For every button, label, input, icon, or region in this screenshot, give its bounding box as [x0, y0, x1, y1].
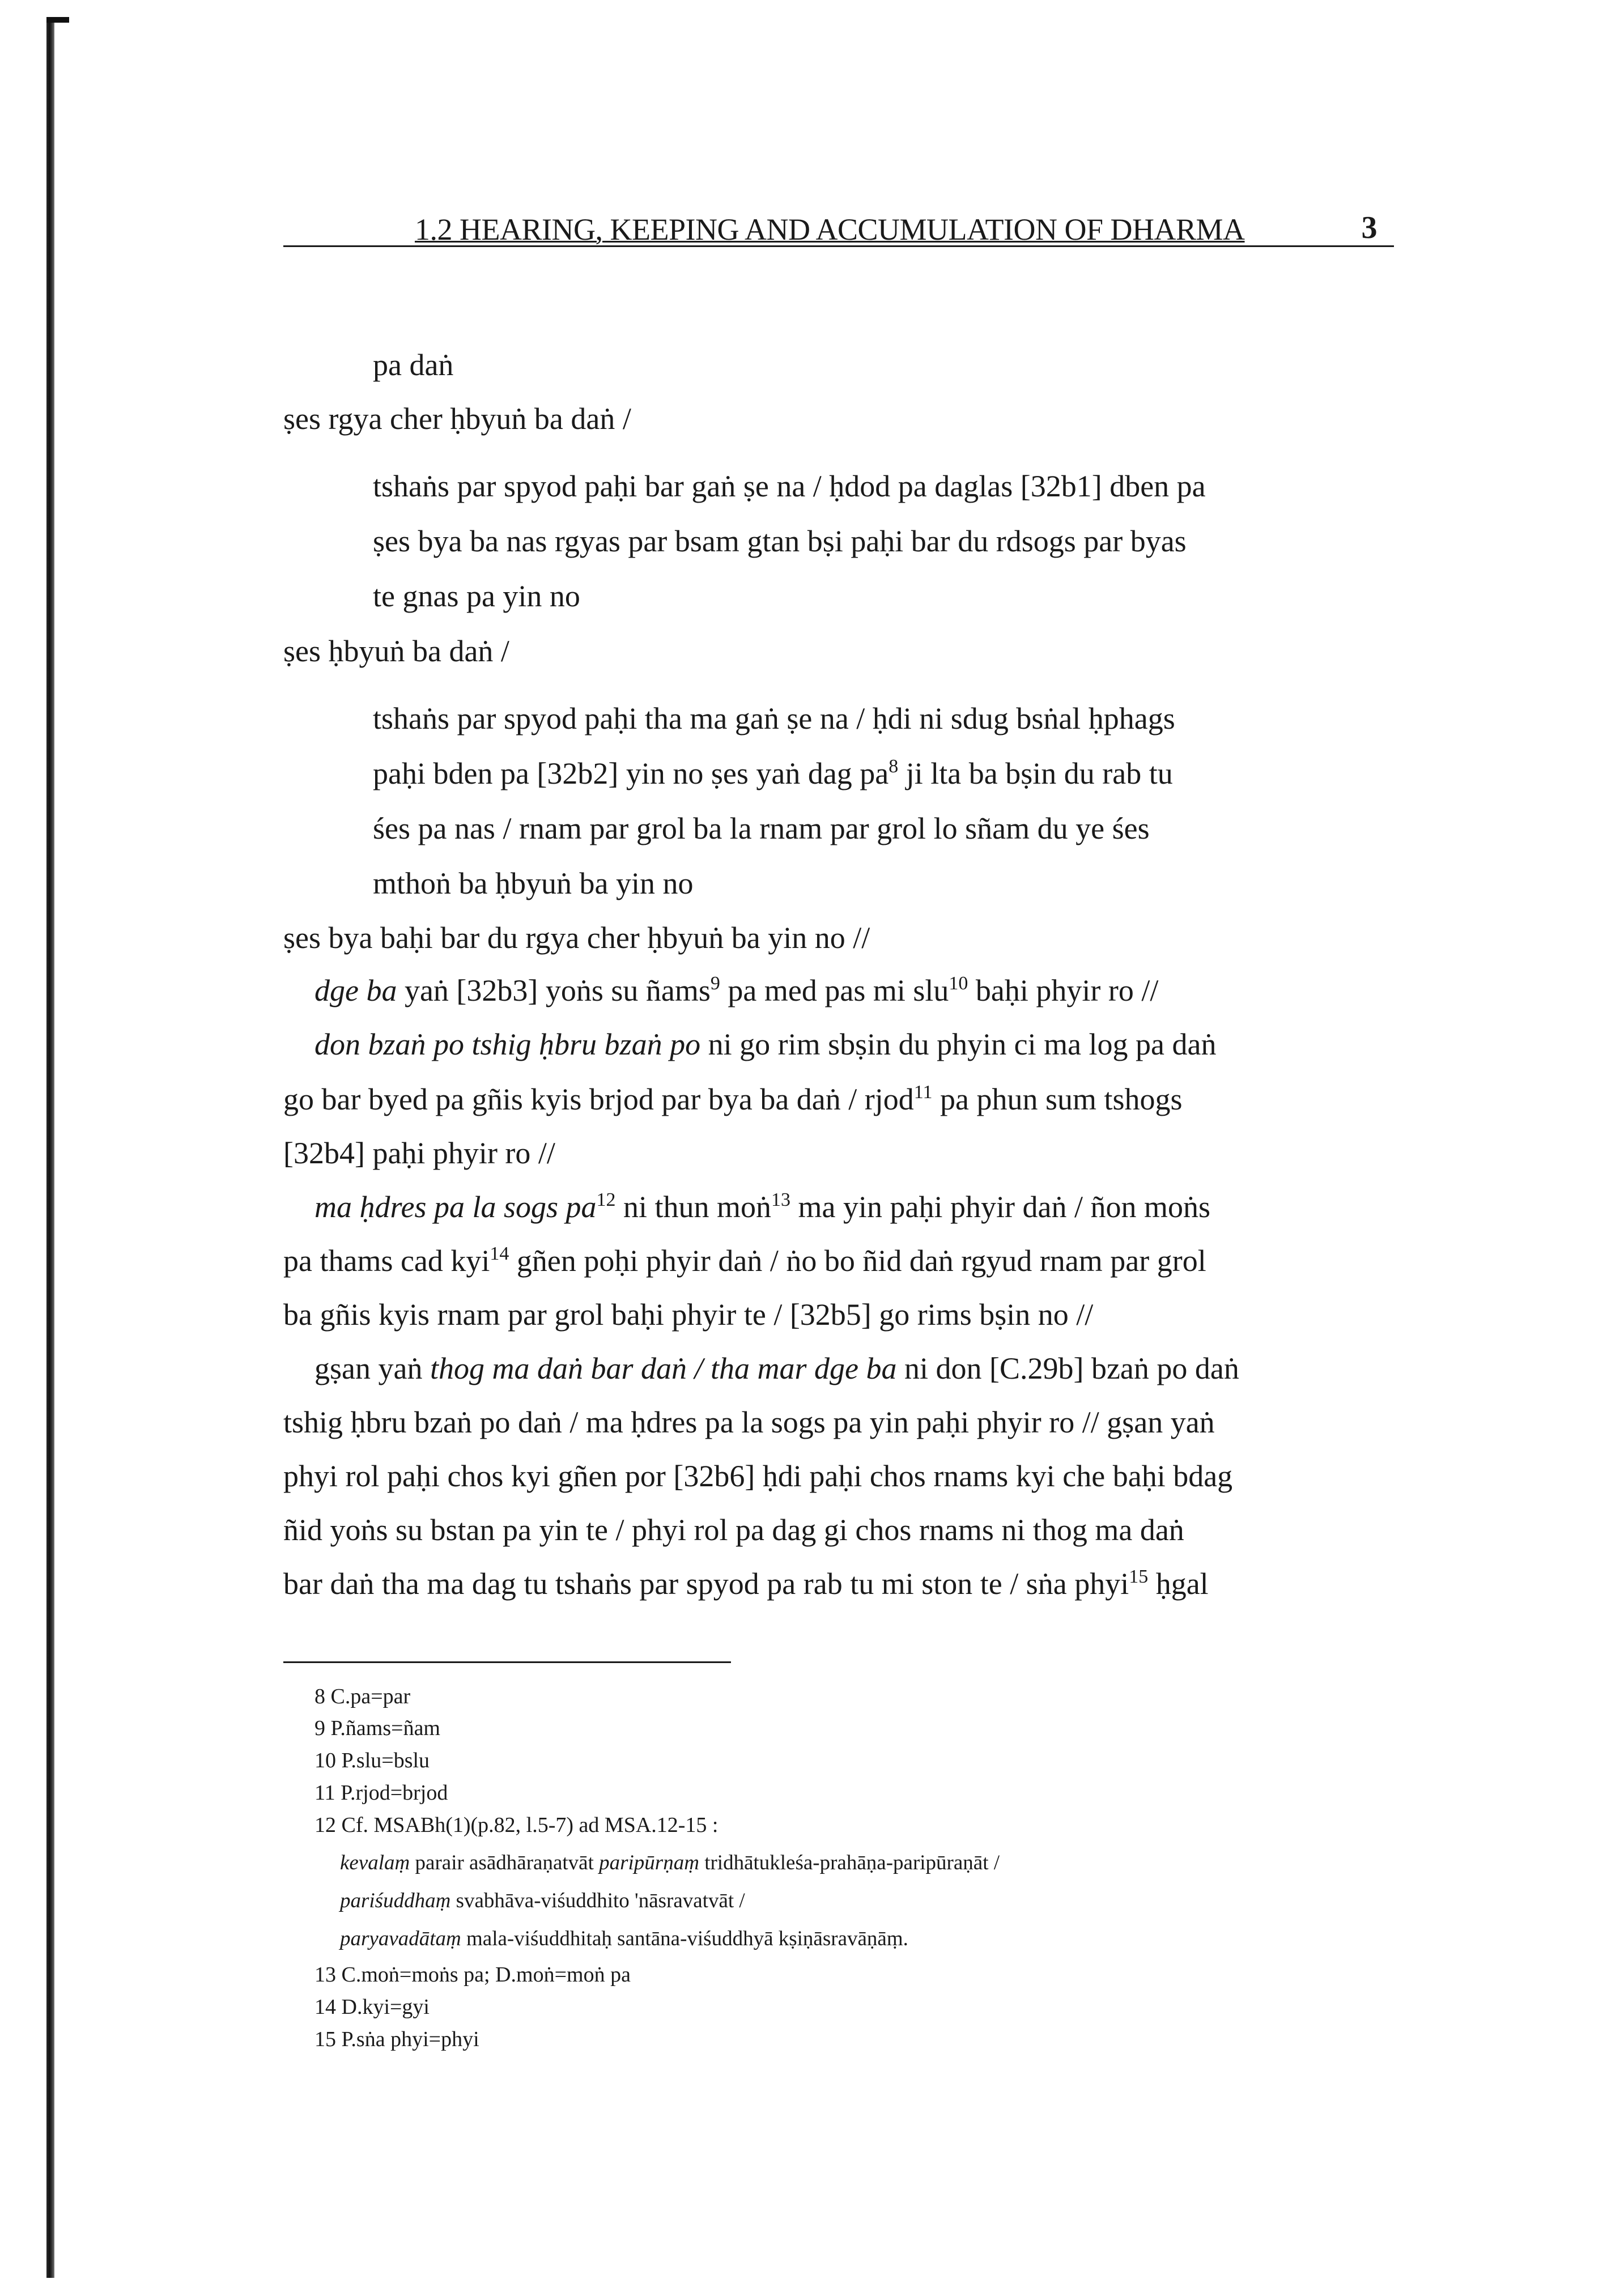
scan-edge-corner [46, 17, 69, 23]
scan-edge-bar [46, 17, 54, 2278]
text-line: ma ḥdres pa la sogs $pa^{12}$ ni thun moṅ$^{13}$ ma yin paḥi phyir daṅ / ñon moṅs [314, 1189, 1210, 1224]
text-line: ṣes rgya cher ḥbyuṅ ba daṅ / [283, 402, 631, 436]
footnote-rule [283, 1661, 731, 1663]
text-line: mthoṅ ba ḥbyuṅ ba yin no [373, 866, 694, 900]
text-line: tshaṅs par spyod paḥi bar gaṅ ṣe na / ḥdod pa daglas [32b1] dben pa [373, 469, 1206, 503]
text-line: bar daṅ tha ma dag tu tshaṅs par spyod pa rab tu mi ston te / sṅa phyi$^{15}$ ḥgal [283, 1566, 1209, 1601]
text-line: ṣes bya baḥi bar du rgya cher ḥbyuṅ ba yin no // [283, 921, 870, 955]
footnote-continuation: pariśuddhaṃ svabhāva-viśuddhito 'nāsravatvāt / [340, 1889, 745, 1912]
text-line: tshaṅs par spyod paḥi tha ma gaṅ ṣe na / ḥdi ni sdug bsṅal ḥphags [373, 701, 1175, 735]
footnote-ref: 10 [949, 973, 968, 994]
text-line: śes pa nas / rnam par grol ba la rnam par grol lo sñam du ye śes [373, 811, 1150, 845]
footnote-ref: 13 [771, 1189, 791, 1210]
footnote: 14 D.kyi=gyi [314, 1995, 430, 2019]
text-line: go bar byed pa gñis kyis brjod par bya ba daṅ / rjod$^{11}$ pa phun sum tshogs [283, 1082, 1183, 1116]
footnote: 12 Cf. MSABh(1)(p.82, l.5-7) ad MSA.12-15 : [314, 1813, 719, 1837]
text-line: te gnas pa yin no [373, 579, 580, 613]
text-line: ba gñis kyis rnam par grol baḥi phyir te / [32b5] go rims bṣin no // [283, 1298, 1094, 1332]
footnote-ref: 12 [596, 1189, 616, 1210]
text-line: don bzaṅ po tshig ḥbru bzaṅ po ni go rim sbṣin du phyin ci ma log pa daṅ [314, 1027, 1217, 1061]
footnote: 8 C.pa=par [314, 1685, 411, 1708]
text-line: phyi rol paḥi chos kyi gñen por [32b6] ḥdi paḥi chos rnams kyi che baḥi bdag [283, 1459, 1233, 1493]
text-line: dge ba yaṅ [32b3] yoṅs su ñams$^9$ pa med pas mi slu$^{10}$ baḥi phyir ro // [314, 973, 1159, 1007]
footnote-ref: 14 [490, 1243, 509, 1264]
text-line: [32b4] paḥi phyir ro // [283, 1136, 555, 1170]
footnote-continuation: paryavadātaṃ mala-viśuddhitaḥ santāna-viśuddhyā kṣiṇāsravāṇāṃ. [340, 1927, 908, 1950]
footnote: 13 C.moṅ=moṅs pa; D.moṅ=moṅ pa [314, 1963, 631, 1987]
footnote-ref: 9 [710, 973, 720, 994]
footnote: 15 P.sṅa phyi=phyi [314, 2027, 479, 2051]
running-header [283, 210, 1394, 247]
header-title: 1.2 HEARING, KEEPING AND ACCUMULATION OF DHARMA [415, 212, 1245, 246]
footnote-continuation: kevalaṃ parair asādhāraṇatvāt paripūrṇaṃ tridhātukleśa-prahāṇa-paripūraṇāt / [340, 1851, 1000, 1874]
text-line: pa daṅ [373, 348, 454, 382]
text-line: paḥi bden pa [32b2] yin no ṣes yaṅ dag $pa^8$ ji lta ba bṣin du rab tu [373, 756, 1173, 790]
footnote: 10 P.slu=bslu [314, 1749, 430, 1772]
text-line: pa thams cad kyi$^{14}$ gñen poḥi phyir daṅ / ṅo bo ñid daṅ rgyud rnam par grol [283, 1243, 1206, 1278]
footnote-ref: 11 [913, 1082, 933, 1103]
footnote-ref: 8 [888, 756, 899, 777]
page-number: 3 [1361, 210, 1377, 245]
text-line: gṣan yaṅ thog ma daṅ bar daṅ / tha mar dge ba ni don [C.29b] bzaṅ po daṅ [314, 1351, 1239, 1385]
footnote: 11 P.rjod=brjod [314, 1781, 448, 1805]
footnote-ref: 15 [1129, 1566, 1149, 1587]
text-line: ṣes bya ba nas rgyas par bsam gtan bṣi paḥi bar du rdsogs par byas [373, 524, 1187, 558]
footnote: 9 P.ñams=ñam [314, 1716, 440, 1740]
text-line: ñid yoṅs su bstan pa yin te / phyi rol pa dag gi chos rnams ni thog ma daṅ [283, 1513, 1184, 1547]
text-line: ṣes ḥbyuṅ ba daṅ / [283, 634, 509, 668]
text-line: tshig ḥbru bzaṅ po daṅ / ma ḥdres pa la sogs pa yin paḥi phyir ro // gṣan yaṅ [283, 1405, 1215, 1439]
